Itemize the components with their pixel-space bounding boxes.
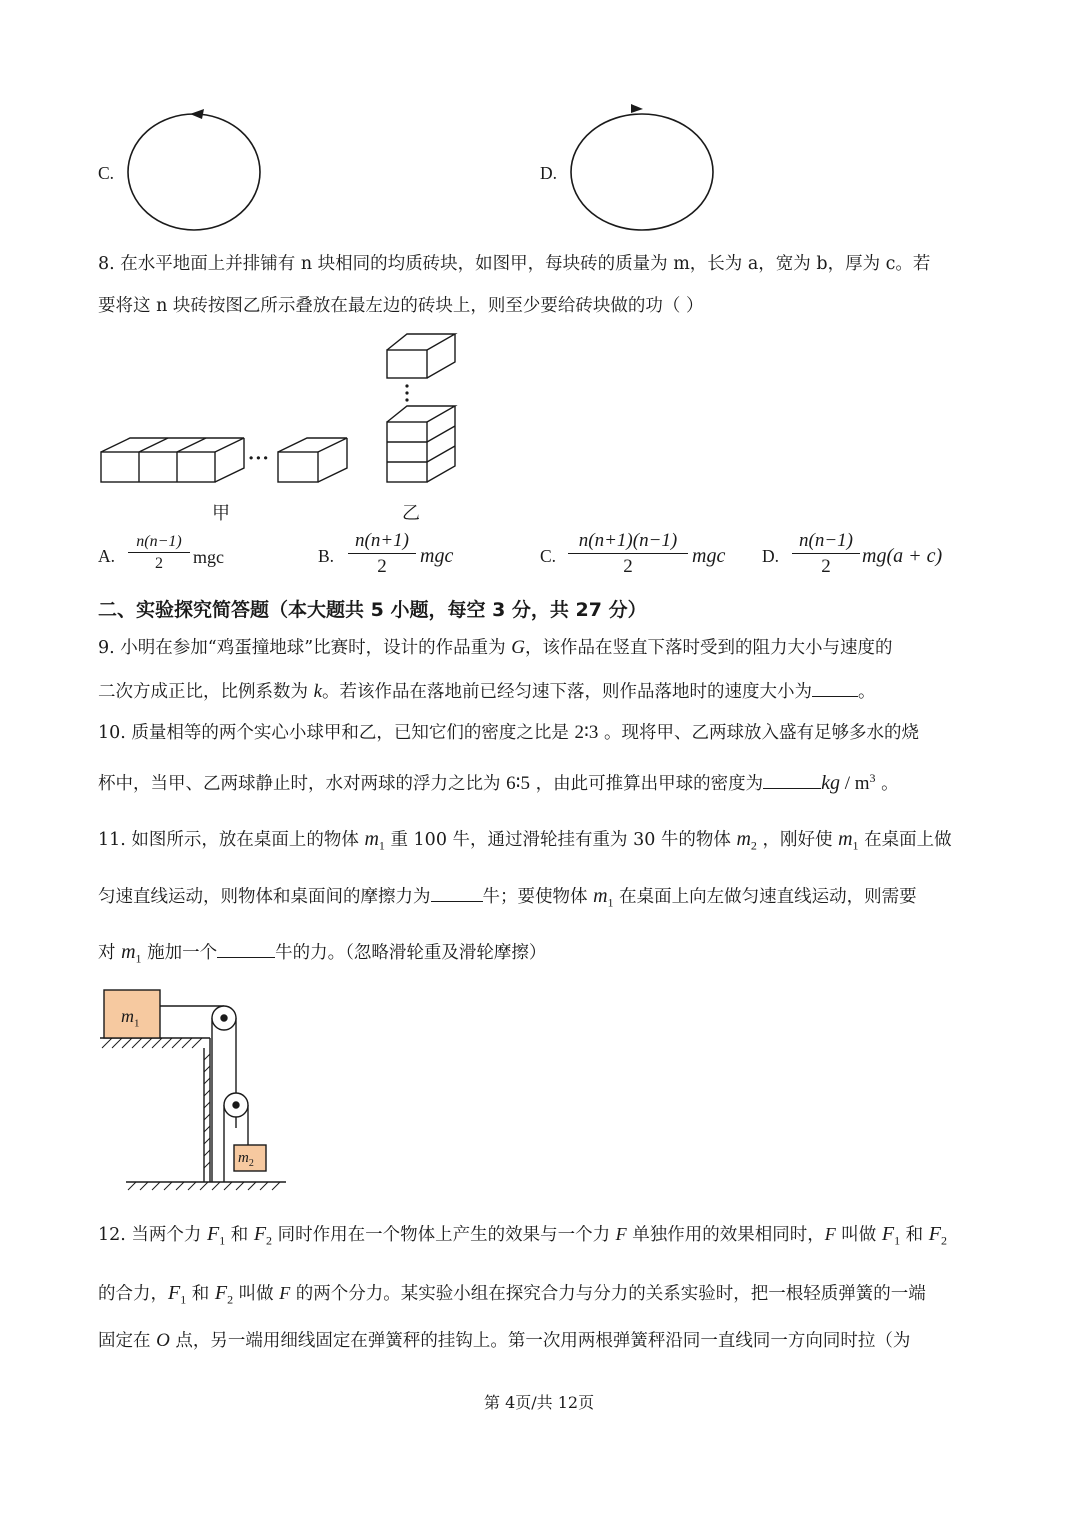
q11-m1-sub-4: 1 (135, 951, 142, 966)
q10-unit-exp: 3 (869, 771, 876, 785)
q11-line3-a: 对 (98, 943, 122, 963)
circle-d-arrow-icon (631, 104, 643, 113)
q11-line2-b: 牛；要使物体 (482, 887, 594, 907)
q11-m1-var-2: m (838, 828, 853, 850)
q11-m1-sub-3: 1 (607, 895, 614, 910)
q9-line2-b: 。若该作品在落地前已经匀速下落，则作品落地时的速度大小为 (322, 682, 812, 702)
q8-line2: 要将这 n 块砖按图乙所示叠放在最左边的砖块上，则至少要给砖块做的功（ ） (98, 296, 704, 316)
q12-f2-var-3: F (214, 1282, 228, 1304)
q8-option-b-fraction (348, 530, 416, 578)
q12-line1-b: 同时作用在一个物体上产生的效果与一个力 (272, 1225, 616, 1245)
q12-f1-sub-2: 1 (894, 1233, 901, 1248)
q12-line1-d: 叫做 (835, 1225, 882, 1245)
q9-line2 (98, 681, 876, 702)
q11-line1-d: 在桌面上做 (858, 830, 952, 850)
q11-m1-sub-2: 1 (852, 838, 859, 853)
q11-m1-var-4: m (121, 941, 136, 963)
q8-line1: 8. 在水平地面上并排铺有 n 块相同的均质砖块，如图甲，每块砖的质量为 m，长为 a，宽为 b，厚为 c。若 (98, 254, 931, 274)
circle-d-figure (571, 110, 721, 240)
q12-line1-c: 单独作用的效果相同时， (626, 1225, 825, 1245)
q8-option-d-numerator: n(n−1) (799, 530, 853, 551)
q8-option-b-tail: mgc (420, 545, 454, 567)
fig-m1-sub: 1 (134, 1017, 140, 1030)
fig-yi-label: 乙 (402, 503, 420, 524)
q12-f2-sub-3: 2 (227, 1292, 234, 1307)
fig-m1-var: m (121, 1006, 134, 1026)
q8-option-b-denominator: 2 (377, 556, 387, 577)
q11-line3-c: 牛的力。（忽略滑轮重及滑轮摩擦） (275, 943, 547, 963)
q9-answer-blank[interactable] (812, 681, 858, 697)
q10-unit-kg: kg (821, 771, 840, 794)
q11-force-blank[interactable] (217, 942, 275, 958)
q11-friction-blank[interactable] (431, 886, 483, 902)
q9-line2-a: 二次方成正比，比例系数为 (98, 682, 314, 702)
q12-f1-var: F (206, 1223, 220, 1245)
q8-option-b-numerator: n(n+1) (355, 530, 409, 551)
q8-option-b-label: B. (318, 546, 335, 566)
fig-m2-var: m (238, 1150, 249, 1166)
q11-line3-b: 施加一个 (141, 943, 218, 963)
q8-option-c-numerator: n(n+1)(n−1) (578, 530, 678, 551)
q11-line1 (98, 829, 952, 852)
section2-heading: 二、实验探究简答题（本大题共 5 小题，每空 3 分，共 27 分） (98, 599, 647, 621)
q12-f2-var: F (253, 1223, 267, 1245)
q12-line2-c: 的两个分力。某实验小组在探究合力与分力的关系实验时，把一根轻质弹簧的一端 (290, 1284, 926, 1304)
q9-var-g: G (511, 637, 525, 658)
q11-line1-c: ，刚好使 (756, 830, 839, 850)
q10-line1 (98, 723, 919, 743)
q12-f2-sub: 2 (266, 1233, 273, 1248)
bricks-ellipsis: ··· (248, 448, 270, 469)
q8-option-c-denominator: 2 (623, 556, 633, 577)
bricks-row-figure (100, 432, 360, 492)
q8-option-a-fraction (128, 533, 190, 573)
q8-option-c-fraction (568, 530, 688, 578)
q12-f1-sub-3: 1 (180, 1292, 187, 1307)
q10-line1-a: 10. 质量相等的两个实心小球甲和乙，已知它们的密度之比是 (98, 723, 575, 743)
q9-line1-b: ，该作品在竖直下落时受到的阻力大小与速度的 (524, 638, 893, 658)
q8-option-d-label: D. (762, 546, 780, 566)
q10-ratio1: 2∶3 (574, 722, 599, 743)
q10-line2-end: 。 (875, 773, 899, 794)
q12-f2-sub-2: 2 (940, 1233, 947, 1248)
q9-line2-end: 。 (858, 682, 876, 702)
q8-option-c-tail: mgc (692, 545, 726, 567)
q11-line3 (98, 942, 546, 965)
q12-f1-sub: 1 (219, 1233, 226, 1248)
q12-line1-and: 和 (225, 1225, 254, 1245)
q11-line2-a: 匀速直线运动，则物体和桌面间的摩擦力为 (98, 887, 431, 907)
q12-f2-var-2: F (928, 1223, 941, 1245)
q8-option-a-denominator: 2 (155, 555, 163, 572)
q10-line2-b: ，由此可推算出甲球的密度为 (530, 773, 764, 794)
q8-option-d-denominator: 2 (821, 556, 831, 577)
q10-line2-a: 杯中，当甲、乙两球静止时，水对两球的浮力之比为 (98, 773, 507, 794)
q12-line2 (98, 1283, 926, 1306)
q12-f1-var-2: F (881, 1223, 895, 1245)
q8-option-d-tail: mg(a + c) (862, 545, 943, 567)
q12-line2-a: 的合力， (98, 1284, 168, 1304)
q11-m2-var: m (736, 828, 751, 850)
option-d-label: D. (540, 163, 558, 183)
fig-m2-label (238, 1150, 254, 1169)
q12-f1-var-3: F (168, 1282, 181, 1304)
q12-line1-and-3: 和 (186, 1284, 215, 1304)
q8-option-a-label: A. (98, 546, 116, 566)
q8-option-a-tail: mgc (193, 547, 224, 567)
q11-m1-var-3: m (593, 885, 608, 907)
q12-line3 (98, 1331, 910, 1351)
circle-c-ellipse (128, 114, 260, 230)
q8-option-d-fraction (792, 530, 860, 578)
q12-f-var-3: F (279, 1283, 291, 1303)
q12-o-var: O (156, 1330, 170, 1351)
q10-line1-b: 。现将甲、乙两球放入盛有足够多水的烧 (598, 723, 919, 743)
q10-line2 (98, 772, 899, 793)
q11-m2-sub: 2 (750, 838, 757, 853)
q11-line2-c: 在桌面上向左做匀速直线运动，则需要 (613, 887, 917, 907)
q11-m1-var: m (364, 828, 379, 850)
q12-line1-a: 12. 当两个力 (98, 1225, 207, 1245)
q9-var-k: k (313, 681, 322, 702)
circle-d-ellipse (571, 114, 713, 230)
fig-jia-label: 甲 (212, 503, 230, 524)
option-c-label: C. (98, 163, 115, 183)
q11-line1-a: 11. 如图所示，放在桌面上的物体 (98, 830, 365, 850)
q12-line1 (98, 1224, 947, 1247)
q12-f-var: F (615, 1224, 627, 1244)
circle-c-figure (128, 112, 268, 232)
q10-unit-rest: / m (839, 772, 870, 794)
q12-line1-and-2: 和 (900, 1225, 929, 1245)
page-footer: 第 4页/共 12页 (484, 1393, 595, 1412)
fig-m2-sub: 2 (248, 1158, 254, 1169)
q11-line1-b: 重 100 牛，通过滑轮挂有重为 30 牛的物体 (384, 830, 737, 850)
q8-option-a-numerator: n(n−1) (136, 533, 182, 550)
q9-line1-a: 9. 小明在参加“鸡蛋撞地球”比赛时，设计的作品重为 (98, 638, 512, 658)
q10-ratio2: 6∶5 (506, 772, 531, 794)
q12-line2-b: 叫做 (233, 1284, 280, 1304)
q11-m1-sub: 1 (378, 838, 385, 853)
circle-c-arrow-icon (190, 109, 204, 119)
q12-line3-b: 点，另一端用细线固定在弹簧秤的挂钩上。第一次用两根弹簧秤沿同一直线同一方向同时拉（为 (169, 1331, 911, 1351)
bricks-stack-figure (385, 330, 465, 490)
q11-line2 (98, 886, 917, 909)
q12-f-var-2: F (824, 1224, 836, 1244)
q9-line1 (98, 638, 892, 658)
fig-m1-label (121, 1006, 140, 1030)
q12-line3-a: 固定在 (98, 1331, 157, 1351)
q8-option-c-label: C. (540, 546, 557, 566)
q10-answer-blank[interactable] (763, 773, 821, 789)
